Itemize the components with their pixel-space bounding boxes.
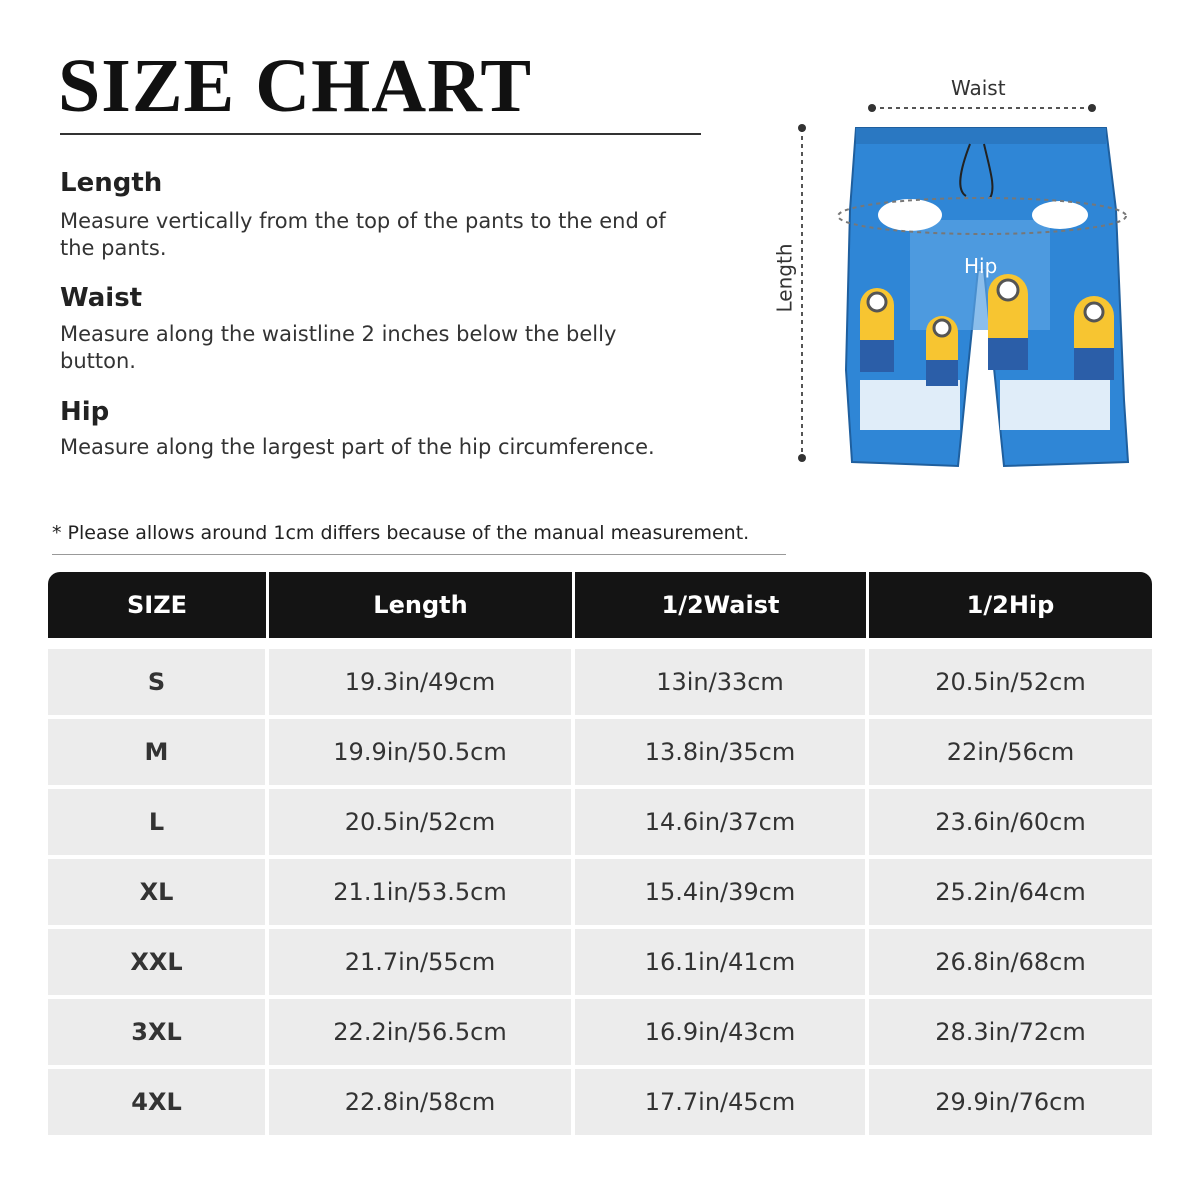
shorts-illustration	[760, 70, 1200, 490]
length-cell: 21.1in/53.5cm	[269, 859, 575, 929]
size-cell: XXL	[48, 929, 269, 999]
overalls-shape	[860, 340, 894, 372]
length-dimension-dot	[798, 124, 806, 132]
half-hip-cell: 26.8in/68cm	[869, 929, 1152, 999]
size-cell: 3XL	[48, 999, 269, 1069]
size-cell: L	[48, 789, 269, 859]
half-waist-cell: 13.8in/35cm	[575, 719, 869, 789]
cloud-icon	[878, 199, 942, 231]
half-hip-cell: 28.3in/72cm	[869, 999, 1152, 1069]
length-cell: 19.3in/49cm	[269, 649, 575, 719]
column-header-length: Length	[269, 572, 575, 638]
definition-hip-text: Measure along the largest part of the hip circumference.	[60, 435, 655, 459]
waist-label: Waist	[951, 76, 1006, 100]
definition-waist-term: Waist	[60, 283, 143, 313]
half-waist-cell: 16.9in/43cm	[575, 999, 869, 1069]
page-title: SIZE CHART	[58, 44, 533, 128]
crosswalk-stripes	[1000, 380, 1110, 430]
table-row	[48, 999, 1152, 1069]
definition-length-term: Length	[60, 168, 163, 198]
size-cell: 4XL	[48, 1069, 269, 1139]
shorts-diagram	[760, 70, 1200, 490]
measurement-note: * Please allows around 1cm differs because of the manual measurement.	[52, 522, 750, 544]
length-cell: 21.7in/55cm	[269, 929, 575, 999]
column-header-size: SIZE	[48, 572, 269, 638]
length-cell: 22.2in/56.5cm	[269, 999, 575, 1069]
waist-dimension-dot	[1088, 104, 1096, 112]
definition-hip-term: Hip	[60, 397, 110, 427]
table-row	[48, 929, 1152, 999]
overalls-shape	[1074, 348, 1114, 380]
half-hip-cell: 29.9in/76cm	[869, 1069, 1152, 1139]
table-row	[48, 649, 1152, 719]
header-gap-cell	[48, 638, 1152, 649]
half-hip-cell: 22in/56cm	[869, 719, 1152, 789]
length-cell: 20.5in/52cm	[269, 789, 575, 859]
length-label: Length	[772, 243, 797, 313]
hip-label: Hip	[964, 254, 998, 278]
half-waist-cell: 17.7in/45cm	[575, 1069, 869, 1139]
header-gap	[48, 638, 1152, 649]
half-waist-cell: 14.6in/37cm	[575, 789, 869, 859]
goggle-icon	[998, 280, 1018, 300]
title-underline	[60, 133, 701, 135]
length-dimension-dot	[798, 454, 806, 462]
length-cell: 19.9in/50.5cm	[269, 719, 575, 789]
note-underline	[52, 554, 786, 555]
table-row	[48, 719, 1152, 789]
size-cell: S	[48, 649, 269, 719]
half-waist-cell: 13in/33cm	[575, 649, 869, 719]
half-waist-cell: 15.4in/39cm	[575, 859, 869, 929]
table-row	[48, 1069, 1152, 1139]
goggle-icon	[934, 320, 950, 336]
definition-length-text: Measure vertically from the top of the pants to the end of the pants.	[60, 209, 666, 260]
goggle-icon	[1085, 303, 1103, 321]
table-header-row	[48, 572, 1152, 638]
goggle-icon	[868, 293, 886, 311]
half-hip-cell: 20.5in/52cm	[869, 649, 1152, 719]
table-row	[48, 789, 1152, 859]
shorts-waistband	[856, 128, 1106, 144]
table-body	[48, 638, 1152, 1139]
size-cell: M	[48, 719, 269, 789]
half-waist-cell: 16.1in/41cm	[575, 929, 869, 999]
length-cell: 22.8in/58cm	[269, 1069, 575, 1139]
waist-dimension-dot	[868, 104, 876, 112]
overalls-shape	[926, 360, 958, 386]
column-header-half-waist: 1/2Waist	[575, 572, 869, 638]
column-header-half-hip: 1/2Hip	[869, 572, 1152, 638]
table-row	[48, 859, 1152, 929]
crosswalk-stripes	[860, 380, 960, 430]
half-hip-cell: 23.6in/60cm	[869, 789, 1152, 859]
cloud-icon	[1032, 201, 1088, 229]
overalls-shape	[988, 338, 1028, 370]
half-hip-cell: 25.2in/64cm	[869, 859, 1152, 929]
size-table	[48, 572, 1152, 1139]
definition-waist-text: Measure along the waistline 2 inches below the belly button.	[60, 322, 617, 373]
size-cell: XL	[48, 859, 269, 929]
